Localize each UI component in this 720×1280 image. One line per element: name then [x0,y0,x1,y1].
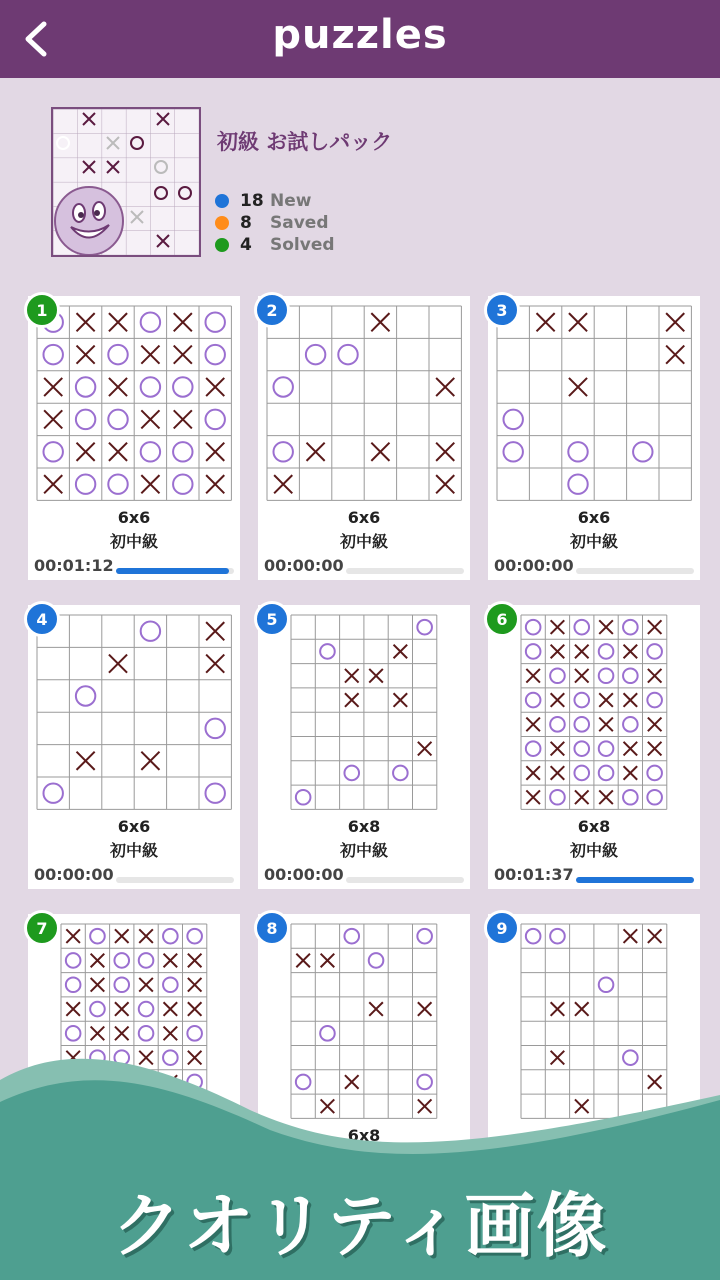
o-mark [115,953,130,968]
progress-bar [576,568,694,574]
o-mark [187,929,202,944]
o-mark [526,693,541,708]
x-mark [139,929,153,943]
promo-banner: クオリティ画像 [111,1185,609,1267]
progress-bar [576,877,694,883]
o-mark [526,741,541,756]
o-mark [187,1026,202,1041]
x-mark [436,378,454,396]
o-mark [575,741,590,756]
puzzle-board [36,614,232,810]
puzzle-board [520,614,668,810]
o-mark [623,668,638,683]
o-mark [76,410,95,429]
o-mark [599,977,614,992]
puzzle-card[interactable] [258,296,470,580]
pack-title: 初級 お試しパック [217,130,393,154]
x-mark [551,742,565,756]
x-mark [66,929,80,943]
x-mark [76,346,94,364]
o-mark [296,790,311,805]
puzzle-level: 初中級 [569,532,618,551]
o-mark [568,442,587,461]
puzzle-card[interactable] [488,296,700,580]
o-mark [575,717,590,732]
x-mark [394,693,408,707]
o-mark [43,442,62,461]
o-mark [139,953,154,968]
puzzle-time: 00:00:00 [264,865,344,884]
x-mark [141,752,159,770]
x-mark [569,378,587,396]
puzzle-number-badge: 8 [254,910,290,946]
x-mark [109,378,127,396]
o-mark [76,686,95,705]
x-mark [141,410,159,428]
o-mark [345,929,360,944]
x-mark [436,443,454,461]
x-mark [648,742,662,756]
puzzle-time: 00:01:37 [494,865,574,884]
stat-new: 18 New [215,190,311,212]
o-mark [393,766,408,781]
o-mark [163,977,178,992]
x-mark [526,718,540,732]
x-mark [115,1027,129,1041]
puzzle-time: 00:01:12 [34,556,114,575]
o-mark [173,442,192,461]
x-mark [551,620,565,634]
o-mark [647,790,662,805]
o-mark [526,620,541,635]
x-mark [109,313,127,331]
o-mark [599,766,614,781]
x-mark [624,742,638,756]
o-mark [647,766,662,781]
o-mark [66,977,81,992]
x-mark [306,443,324,461]
x-mark [76,752,94,770]
puzzle-number-badge: 5 [254,601,290,637]
x-mark [44,378,62,396]
puzzle-card[interactable] [28,605,240,889]
x-mark [575,790,589,804]
o-mark [575,693,590,708]
x-mark [164,1027,178,1041]
x-mark [551,1002,565,1016]
o-mark [108,345,127,364]
x-mark [436,475,454,493]
x-mark [371,313,389,331]
x-mark [321,954,335,968]
o-mark [90,929,105,944]
x-mark [174,346,192,364]
puzzle-time: 00:00:00 [34,865,114,884]
progress-bar [116,877,234,883]
o-mark [90,1002,105,1017]
o-mark [205,410,224,429]
saved-dot-icon [215,216,229,230]
x-mark [648,620,662,634]
o-mark [173,474,192,493]
o-mark [66,1026,81,1041]
puzzle-level: 初中級 [339,841,388,860]
puzzle-number-badge: 6 [484,601,520,637]
puzzle-card[interactable] [488,605,700,889]
x-mark [44,410,62,428]
x-mark [624,645,638,659]
o-mark [140,377,159,396]
o-mark [550,717,565,732]
puzzle-number-badge: 3 [484,292,520,328]
x-mark [526,790,540,804]
o-mark [526,644,541,659]
o-mark [205,312,224,331]
o-mark [108,474,127,493]
progress-bar [116,568,234,574]
x-mark [206,378,224,396]
progress-fill [116,568,229,574]
x-mark [575,669,589,683]
x-mark [164,1002,178,1016]
x-mark [369,669,383,683]
x-mark [274,475,292,493]
x-mark [174,313,192,331]
x-mark [418,742,432,756]
puzzle-size: 6x8 [577,817,611,836]
o-mark [43,783,62,802]
solved-dot-icon [215,238,229,252]
x-mark [418,1002,432,1016]
x-mark [648,718,662,732]
o-mark [140,621,159,640]
o-mark [550,668,565,683]
new-dot-icon [215,194,229,208]
x-mark [76,443,94,461]
x-mark [188,978,202,992]
o-mark [550,929,565,944]
o-mark [417,620,432,635]
puzzle-time: 00:00:00 [494,556,574,575]
o-mark [320,1026,335,1041]
top-bar [0,0,720,78]
stat-saved: 8 Saved [215,212,329,234]
o-mark [76,474,95,493]
x-mark [44,475,62,493]
x-mark [109,443,127,461]
x-mark [188,954,202,968]
o-mark [108,410,127,429]
puzzle-size: 6x6 [347,508,381,527]
x-mark [345,669,359,683]
o-mark [320,644,335,659]
x-mark [206,443,224,461]
o-mark [273,377,292,396]
o-mark [205,345,224,364]
o-mark [273,442,292,461]
x-mark [551,645,565,659]
puzzle-card[interactable] [258,605,470,889]
puzzle-number-badge: 4 [24,601,60,637]
o-mark [633,442,652,461]
o-mark [623,790,638,805]
o-mark [115,977,130,992]
o-mark [575,620,590,635]
o-mark [163,929,178,944]
o-mark [139,1002,154,1017]
x-mark [624,693,638,707]
app-logo: puzzles [272,12,448,58]
x-mark [575,645,589,659]
x-mark [141,475,159,493]
o-mark [139,1026,154,1041]
puzzle-board [266,305,462,501]
x-mark [139,978,153,992]
progress-bar [346,568,464,574]
puzzle-number-badge: 1 [24,292,60,328]
x-mark [174,410,192,428]
x-mark [141,346,159,364]
o-mark [306,345,325,364]
o-mark [140,312,159,331]
x-mark [369,1002,383,1016]
x-mark [164,954,178,968]
o-mark [647,644,662,659]
x-mark [599,620,613,634]
o-mark [173,377,192,396]
puzzle-size: 6x8 [347,817,381,836]
o-mark [140,442,159,461]
x-mark [206,655,224,673]
o-mark [43,345,62,364]
o-mark [568,474,587,493]
x-mark [345,693,359,707]
x-mark [551,693,565,707]
x-mark [371,443,389,461]
o-mark [526,929,541,944]
x-mark [666,313,684,331]
o-mark [647,693,662,708]
puzzle-level: 初中級 [109,532,158,551]
puzzle-board [36,305,232,501]
puzzle-board [496,305,692,501]
x-mark [526,669,540,683]
x-mark [624,766,638,780]
o-mark [503,410,522,429]
x-mark [109,655,127,673]
o-mark [550,790,565,805]
o-mark [369,953,384,968]
o-mark [623,717,638,732]
o-mark [205,719,224,738]
x-mark [648,669,662,683]
x-mark [599,718,613,732]
x-mark [296,954,310,968]
x-mark [188,1002,202,1016]
o-mark [599,741,614,756]
x-mark [206,622,224,640]
puzzle-level: 初中級 [569,841,618,860]
o-mark [205,783,224,802]
o-mark [599,668,614,683]
o-mark [575,766,590,781]
puzzle-time: 00:00:00 [264,556,344,575]
puzzle-size: 6x6 [117,508,151,527]
progress-fill [576,877,694,883]
o-mark [417,929,432,944]
puzzle-board [290,614,438,810]
puzzle-number-badge: 7 [24,910,60,946]
puzzle-card[interactable] [28,296,240,580]
x-mark [575,1002,589,1016]
x-mark [394,645,408,659]
puzzle-size: 6x8 [347,1126,381,1145]
x-mark [648,929,662,943]
x-mark [599,790,613,804]
puzzle-size: 6x6 [117,817,151,836]
puzzle-number-badge: 2 [254,292,290,328]
x-mark [666,346,684,364]
x-mark [91,954,105,968]
o-mark [599,644,614,659]
puzzle-level: 初中級 [339,532,388,551]
x-mark [569,313,587,331]
pack-thumbnail [51,107,201,257]
o-mark [76,377,95,396]
o-mark [623,620,638,635]
x-mark [599,693,613,707]
x-mark [91,978,105,992]
x-mark [115,1002,129,1016]
progress-bar [346,877,464,883]
o-mark [503,442,522,461]
o-mark [338,345,357,364]
x-mark [526,766,540,780]
x-mark [66,1002,80,1016]
puzzle-number-badge: 9 [484,910,520,946]
stat-solved: 4 Solved [215,234,335,256]
x-mark [91,1027,105,1041]
puzzle-size: 6x6 [577,508,611,527]
x-mark [76,313,94,331]
o-mark [345,766,360,781]
x-mark [115,929,129,943]
o-mark [66,953,81,968]
x-mark [206,475,224,493]
x-mark [536,313,554,331]
x-mark [624,929,638,943]
puzzle-level: 初中級 [109,841,158,860]
x-mark [551,766,565,780]
